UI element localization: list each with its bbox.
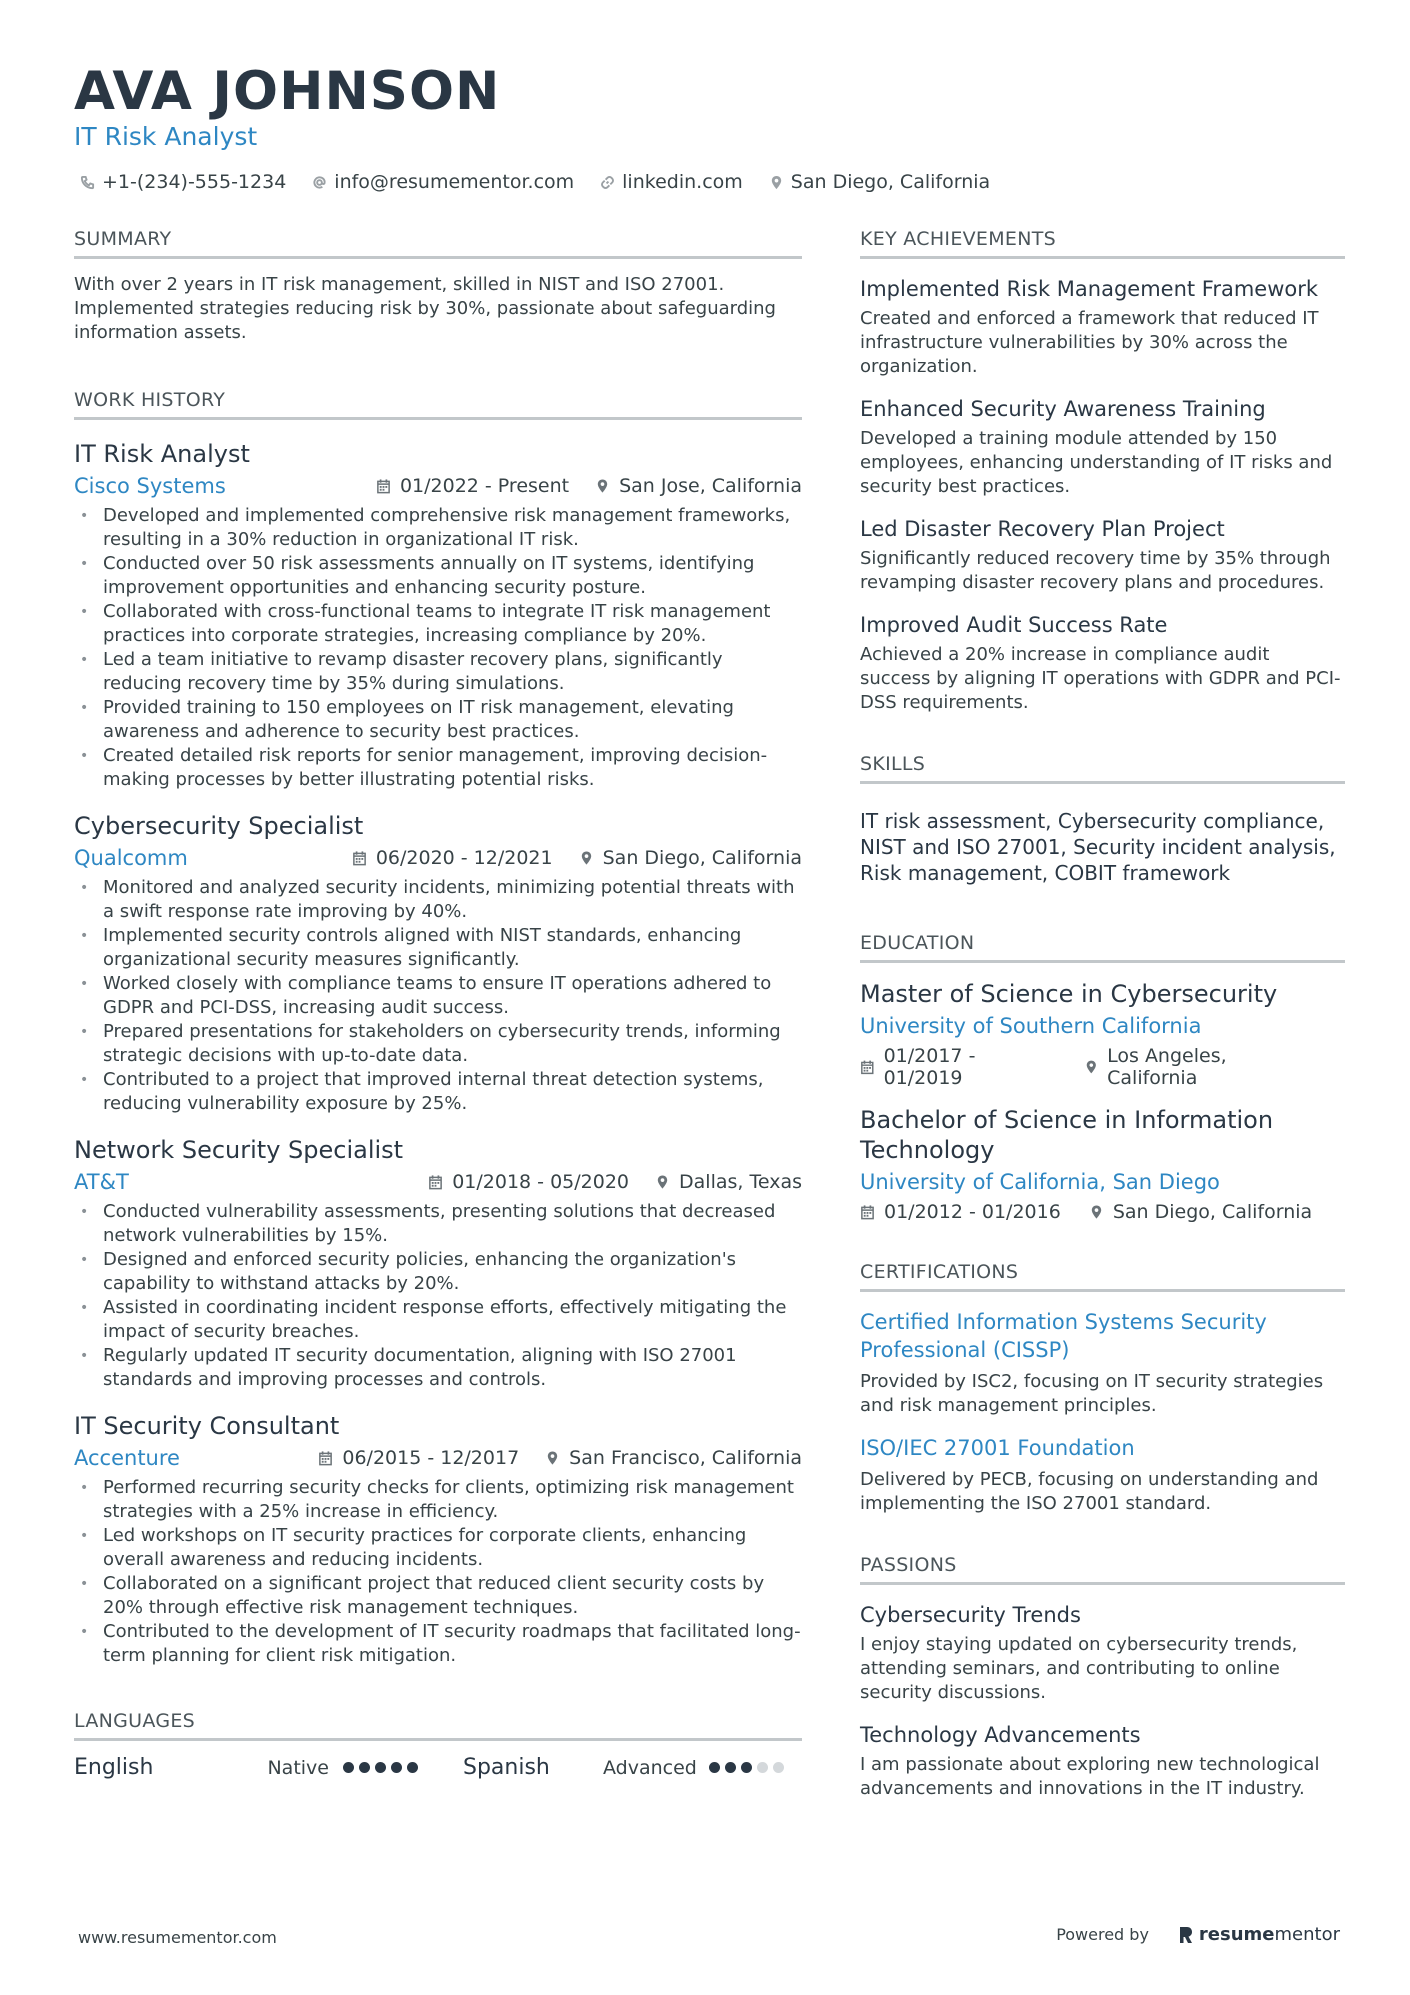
language-level: Native	[267, 1756, 329, 1779]
education-heading: EDUCATION	[860, 930, 1345, 963]
rating-dot-filled	[359, 1762, 370, 1773]
job-bullets	[74, 1476, 802, 1668]
passions-heading: PASSIONS	[860, 1552, 1345, 1585]
location-icon	[595, 478, 610, 494]
job-company: AT&T	[74, 1170, 129, 1194]
language-name: English	[74, 1755, 154, 1780]
rating-dot-empty	[757, 1762, 768, 1773]
job-bullet: • Regularly updated IT security documentation, aligning with ISO 27001 standards and improving processes and controls.	[74, 1344, 802, 1392]
certifications-heading: CERTIFICATIONS	[860, 1259, 1345, 1292]
languages-heading: LANGUAGES	[74, 1708, 802, 1741]
job-bullet: • Led a team initiative to revamp disaster recovery plans, significantly reducing recovery time by 35% during simulations.	[74, 648, 802, 696]
job-company: Accenture	[74, 1446, 180, 1470]
contact-phone[interactable]	[80, 168, 286, 196]
contact-email-text: info@resumementor.com	[334, 171, 575, 193]
education-dates-text: 01/2017 - 01/2019	[883, 1045, 976, 1089]
job-bullet: • Implemented security controls aligned with NIST standards, enhancing organizational security measures significantly.	[74, 924, 802, 972]
job-location-text: Dallas, Texas	[679, 1171, 802, 1193]
certification-text: Delivered by PECB, focusing on understanding and implementing the ISO 27001 standard.	[860, 1469, 1319, 1514]
job-dates-text: 06/2020 - 12/2021	[375, 847, 553, 869]
job-location-text: San Francisco, California	[569, 1447, 802, 1469]
calendar-icon	[860, 1059, 875, 1075]
job-title: Network Security Specialist	[74, 1136, 404, 1164]
job-dates	[376, 475, 569, 497]
certification-text: Provided by ISC2, focusing on IT security strategies and risk management principles.	[860, 1371, 1324, 1416]
job-bullet: • Led workshops on IT security practices for corporate clients, enhancing overall awareness and reducing incidents.	[74, 1524, 802, 1572]
rating-dot-filled	[407, 1762, 418, 1773]
job-meta	[74, 1444, 802, 1472]
left-column	[74, 226, 802, 1780]
rating-dot-empty	[773, 1762, 784, 1773]
job-bullets	[74, 876, 802, 1116]
achievement-text: Significantly reduced recovery time by 35% through revamping disaster recovery plans and procedures.	[860, 548, 1331, 593]
brand-rest: mentor	[1274, 1924, 1340, 1945]
rating-dot-filled	[343, 1762, 354, 1773]
job-company: Cisco Systems	[74, 474, 226, 498]
job-dates-text: 01/2018 - 05/2020	[452, 1171, 630, 1193]
education-item	[860, 1105, 1345, 1223]
location-icon	[579, 850, 594, 866]
job-title: IT Risk Analyst	[74, 440, 250, 468]
footer-branding	[1056, 1924, 1340, 1945]
education-details	[860, 1045, 1345, 1089]
job-bullets	[74, 504, 802, 792]
achievement-title: Improved Audit Success Rate	[860, 613, 1168, 637]
certifications-list	[860, 1308, 1345, 1516]
education-degree: Bachelor of Science in Information Technology	[860, 1106, 1274, 1164]
education-school: University of California, San Diego	[860, 1170, 1220, 1194]
job-bullet: • Contributed to a project that improved internal threat detection systems, reducing vulnerability exposure by 25%.	[74, 1068, 802, 1116]
education-dates	[860, 1201, 1061, 1223]
job-bullet: • Developed and implemented comprehensive risk management frameworks, resulting in a 30% reduction in organizational IT risk.	[74, 504, 802, 552]
job-bullet: • Designed and enforced security policies, enhancing the organization's capability to withstand attacks by 20%.	[74, 1248, 802, 1296]
job-meta	[74, 844, 802, 872]
email-icon	[312, 175, 327, 190]
location-icon	[545, 1450, 560, 1466]
language-rating	[709, 1762, 789, 1773]
contact-location-text: San Diego, California	[790, 171, 991, 193]
location-icon	[769, 175, 784, 190]
education-dates-text: 01/2012 - 01/2016	[884, 1201, 1061, 1223]
powered-by-label: Powered by	[1056, 1925, 1149, 1944]
job-entry	[74, 438, 802, 792]
job-bullet: • Worked closely with compliance teams to ensure IT operations adhered to GDPR and PCI-DSS, increasing audit success.	[74, 972, 802, 1020]
calendar-icon	[860, 1204, 875, 1220]
right-column	[860, 226, 1345, 1801]
skills-text: IT risk assessment, Cybersecurity compliance, NIST and ISO 27001, Security incident analysis, Risk management, COBIT framework	[860, 809, 1336, 885]
education-list	[860, 979, 1345, 1223]
rating-dot-filled	[725, 1762, 736, 1773]
certification-title: Certified Information Systems Security Professional (CISSP)	[860, 1310, 1267, 1362]
candidate-name: AVA JOHNSON	[74, 61, 501, 122]
location-icon	[655, 1174, 670, 1190]
achievement-item	[860, 395, 1345, 499]
candidate-title: IT Risk Analyst	[74, 122, 258, 151]
language-rating	[343, 1762, 423, 1773]
job-title: IT Security Consultant	[74, 1412, 340, 1440]
languages-list	[74, 1755, 802, 1780]
contact-linkedin-text: linkedin.com	[622, 171, 743, 193]
job-meta	[74, 472, 802, 500]
passion-item	[860, 1721, 1345, 1801]
achievement-title: Enhanced Security Awareness Training	[860, 397, 1266, 421]
education-item	[860, 979, 1345, 1089]
passion-text: I am passionate about exploring new technological advancements and innovations in the IT industry.	[860, 1754, 1320, 1799]
job-bullet: • Provided training to 150 employees on IT risk management, elevating awareness and adherence to security best practices.	[74, 696, 802, 744]
passion-title: Cybersecurity Trends	[860, 1603, 1081, 1627]
job-company: Qualcomm	[74, 846, 188, 870]
work-history-heading: WORK HISTORY	[74, 387, 802, 420]
language-name: Spanish	[463, 1755, 550, 1780]
contact-phone-text: +1-(234)-555-1234	[102, 171, 287, 193]
achievement-item	[860, 515, 1345, 595]
achievement-text: Created and enforced a framework that reduced IT infrastructure vulnerabilities by 30% across the organization.	[860, 308, 1319, 377]
education-details	[860, 1201, 1345, 1223]
job-entry	[74, 1410, 802, 1668]
contact-location	[769, 168, 990, 196]
achievement-text: Developed a training module attended by 150 employees, enhancing understanding of IT risks and security best practices.	[860, 428, 1333, 497]
achievements-list	[860, 275, 1345, 715]
job-details	[402, 1171, 802, 1193]
job-bullet: • Prepared presentations for stakeholders on cybersecurity trends, informing strategic decisions with up-to-date data.	[74, 1020, 802, 1068]
certification-item	[860, 1308, 1345, 1418]
job-location	[545, 1447, 802, 1469]
education-degree: Master of Science in Cybersecurity	[860, 980, 1278, 1008]
calendar-icon	[428, 1174, 443, 1190]
rating-dot-filled	[741, 1762, 752, 1773]
skills-heading: SKILLS	[860, 751, 1345, 784]
education-location-text: Los Angeles, California	[1107, 1045, 1227, 1089]
job-bullet: • Conducted over 50 risk assessments annually on IT systems, identifying improvement opportunities and enhancing security posture.	[74, 552, 802, 600]
job-bullet: • Contributed to the development of IT security roadmaps that facilitated long-term planning for client risk mitigation.	[74, 1620, 802, 1668]
job-location	[595, 475, 802, 497]
passions-list	[860, 1601, 1345, 1801]
brand-bold: resume	[1198, 1924, 1275, 1945]
certification-item	[860, 1434, 1345, 1516]
achievements-heading: KEY ACHIEVEMENTS	[860, 226, 1345, 259]
summary-text: With over 2 years in IT risk management, skilled in NIST and ISO 27001. Implemented strategies reducing risk by 30%, passionate about safeguarding information assets.	[74, 274, 776, 343]
job-bullet: • Created detailed risk reports for senior management, improving decision-making processes by better illustrating potential risks.	[74, 744, 802, 792]
job-entry	[74, 810, 802, 1116]
calendar-icon	[352, 850, 367, 866]
passion-text: I enjoy staying updated on cybersecurity trends, attending seminars, and contributing to online security discussions.	[860, 1634, 1298, 1703]
job-bullet: • Conducted vulnerability assessments, presenting solutions that decreased network vulnerabilities by 15%.	[74, 1200, 802, 1248]
job-bullet: • Collaborated on a significant project that reduced client security costs by 20% through effective risk management techniques.	[74, 1572, 802, 1620]
achievement-item	[860, 275, 1345, 379]
calendar-icon	[318, 1450, 333, 1466]
contact-email[interactable]	[312, 168, 574, 196]
job-bullet: • Assisted in coordinating incident response efforts, effectively mitigating the impact of security breaches.	[74, 1296, 802, 1344]
contact-linkedin[interactable]	[600, 168, 743, 196]
education-school: University of Southern California	[860, 1014, 1202, 1038]
job-location-text: San Diego, California	[602, 847, 802, 869]
achievement-item	[860, 611, 1345, 715]
job-meta	[74, 1168, 802, 1196]
job-title: Cybersecurity Specialist	[74, 812, 364, 840]
location-icon	[1089, 1204, 1104, 1220]
education-dates	[860, 1045, 1056, 1089]
job-dates-text: 06/2015 - 12/2017	[342, 1447, 520, 1469]
rating-dot-filled	[709, 1762, 720, 1773]
job-dates	[352, 847, 553, 869]
resumementor-logo-icon	[1179, 1926, 1193, 1944]
achievement-text: Achieved a 20% increase in compliance audit success by aligning IT operations with GDPR and PCI-DSS requirements.	[860, 644, 1341, 713]
job-bullets	[74, 1200, 802, 1392]
achievement-title: Led Disaster Recovery Plan Project	[860, 517, 1225, 541]
job-dates	[428, 1171, 629, 1193]
link-icon	[600, 175, 615, 190]
job-details	[292, 1447, 802, 1469]
education-location	[1084, 1045, 1317, 1089]
job-dates-text: 01/2022 - Present	[399, 475, 570, 497]
calendar-icon	[376, 478, 391, 494]
job-details	[326, 847, 802, 869]
job-location	[655, 1171, 802, 1193]
work-history-list	[74, 438, 802, 1668]
achievement-title: Implemented Risk Management Framework	[860, 277, 1319, 301]
language-level: Advanced	[603, 1756, 697, 1779]
certification-title: ISO/IEC 27001 Foundation	[860, 1436, 1135, 1460]
brand-logo[interactable]	[1179, 1924, 1340, 1945]
contact-bar	[80, 168, 1016, 196]
job-bullet: • Monitored and analyzed security incidents, minimizing potential threats with a swift response rate improving by 40%.	[74, 876, 802, 924]
rating-dot-filled	[375, 1762, 386, 1773]
job-location	[579, 847, 802, 869]
passion-item	[860, 1601, 1345, 1705]
phone-icon	[80, 175, 95, 190]
rating-dot-filled	[391, 1762, 402, 1773]
location-icon	[1084, 1059, 1099, 1075]
job-bullet: • Performed recurring security checks for clients, optimizing risk management strategies with a 25% increase in efficiency.	[74, 1476, 802, 1524]
job-dates	[318, 1447, 519, 1469]
job-details	[350, 475, 802, 497]
education-location	[1089, 1201, 1312, 1223]
footer-website[interactable]: www.resumementor.com	[78, 1928, 277, 1947]
job-location-text: San Jose, California	[619, 475, 802, 497]
passion-title: Technology Advancements	[860, 1723, 1141, 1747]
summary-heading: SUMMARY	[74, 226, 802, 259]
job-bullet: • Collaborated with cross-functional teams to integrate IT risk management practices into corporate strategies, increasing compliance by 20%.	[74, 600, 802, 648]
job-entry	[74, 1134, 802, 1392]
education-location-text: San Diego, California	[1112, 1201, 1313, 1223]
